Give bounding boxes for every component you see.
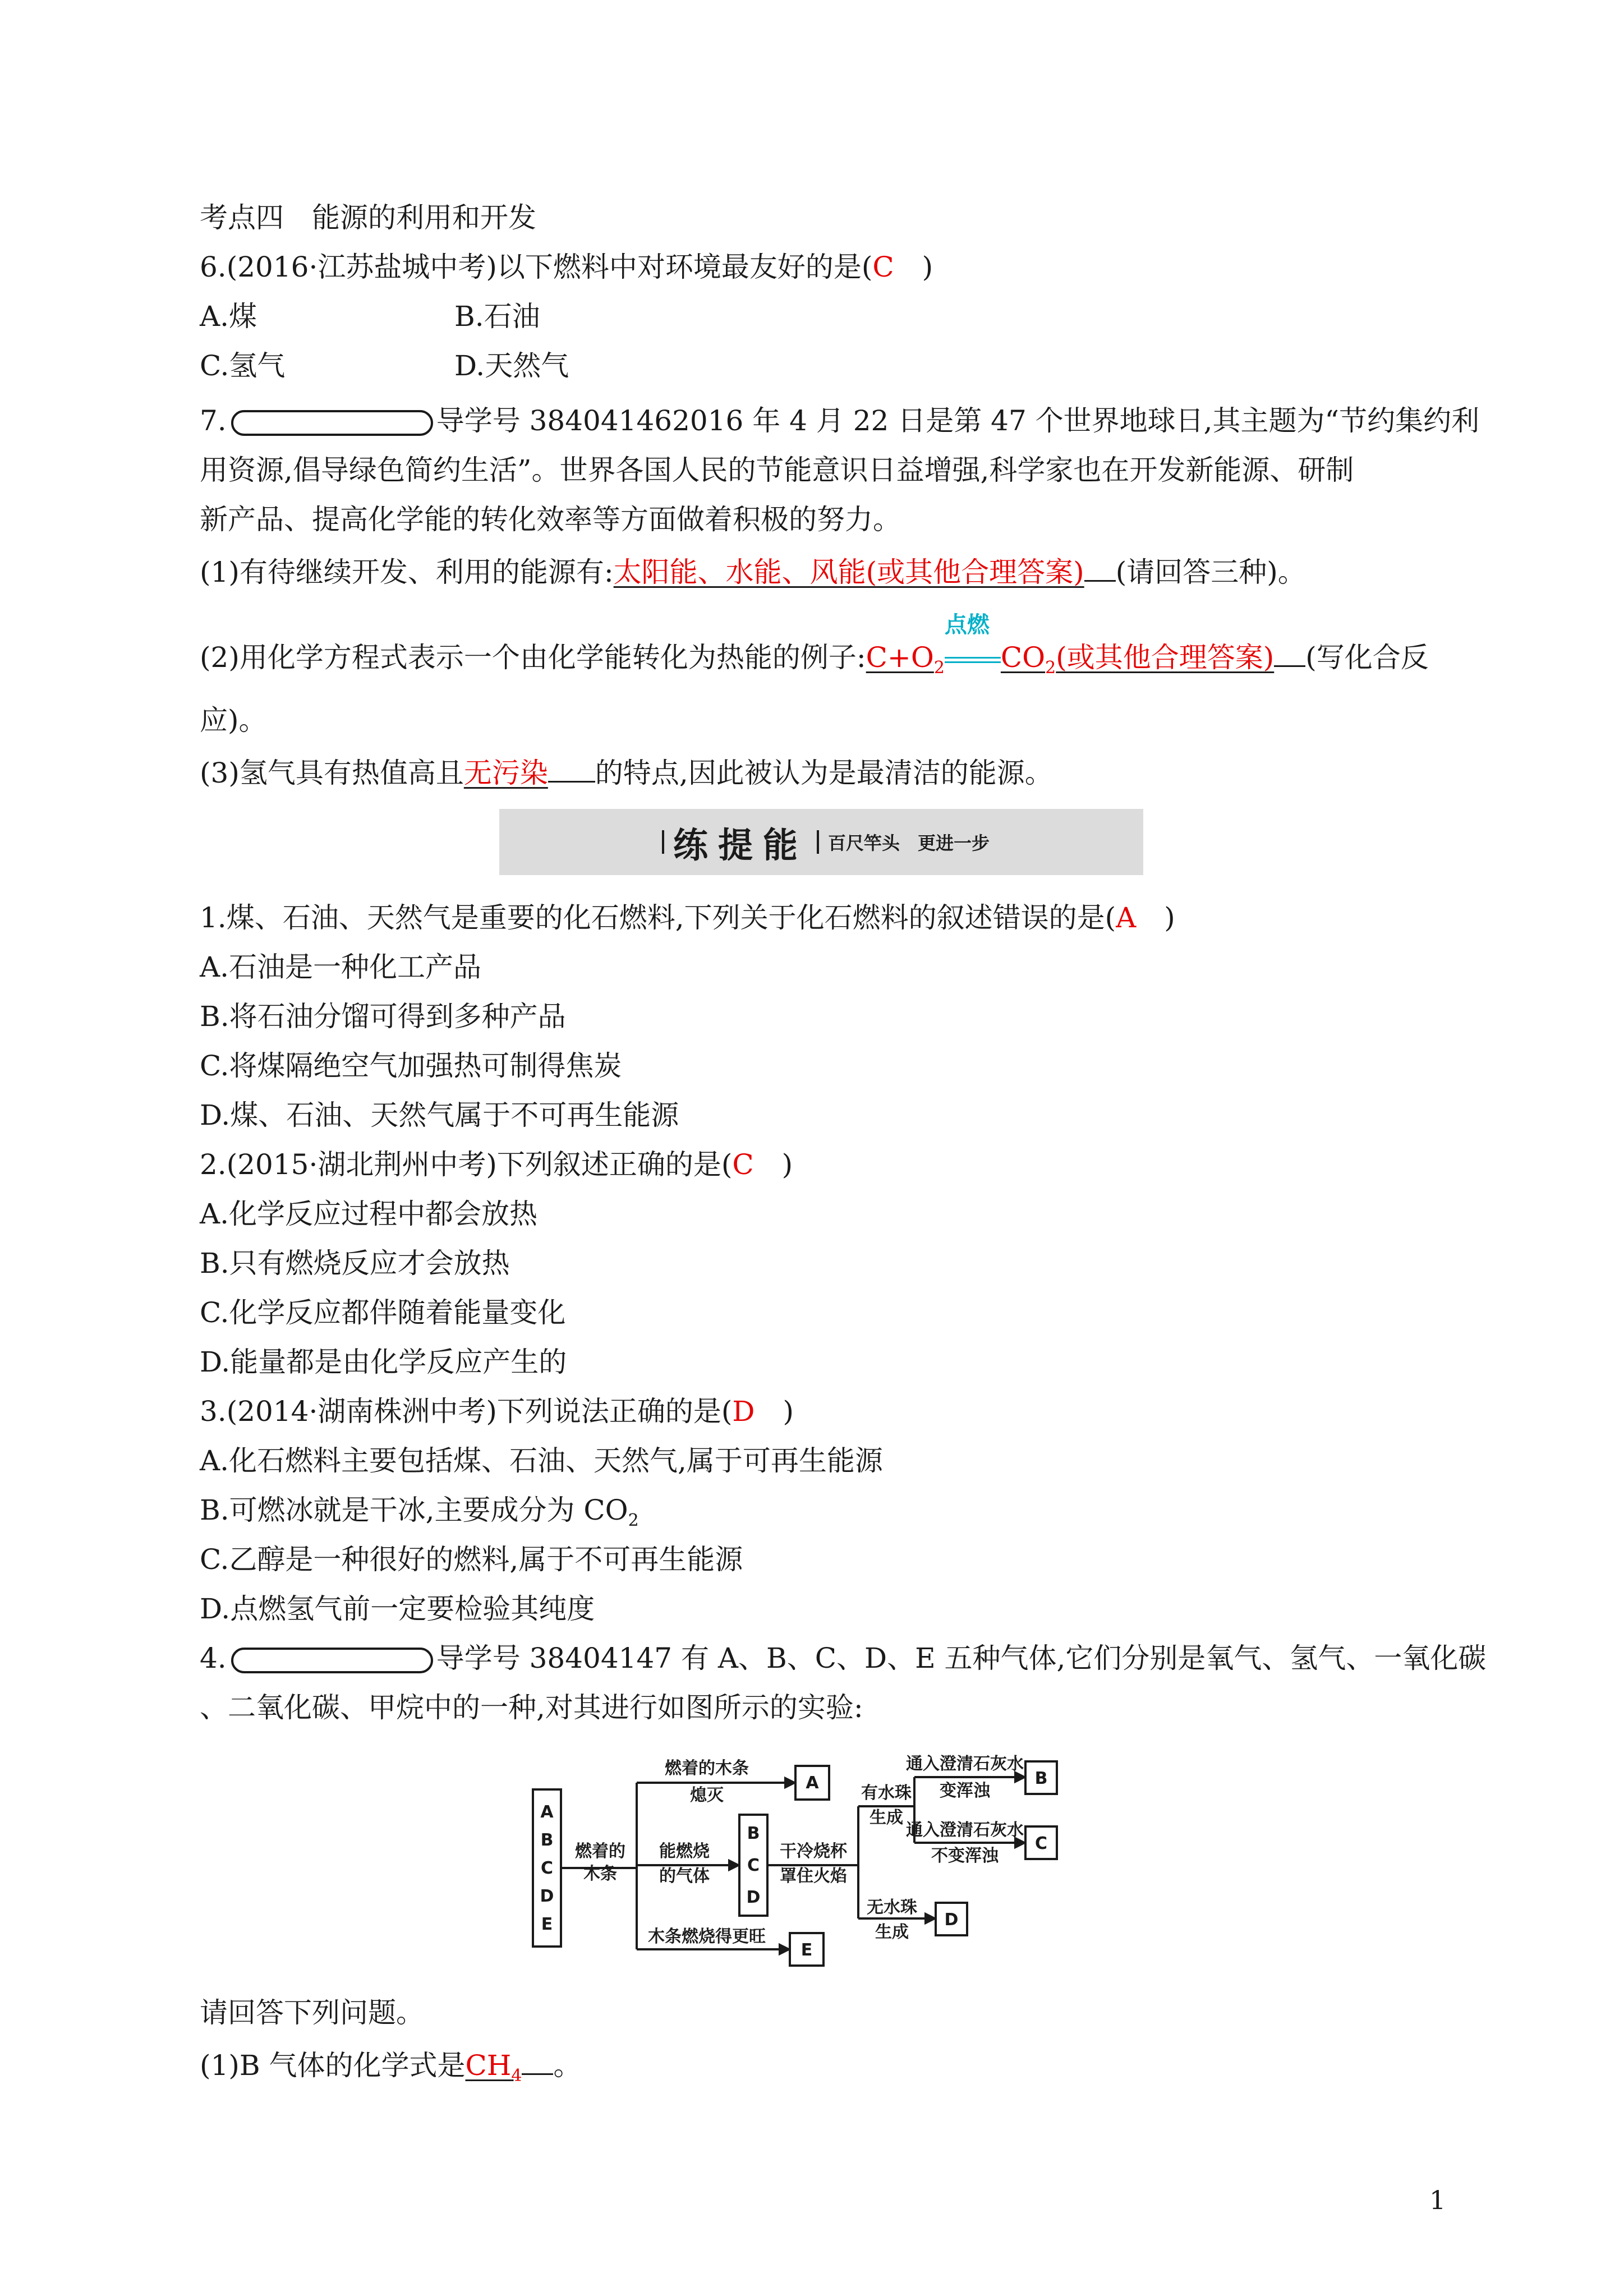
q7-part3-text: (3)氢气具有热值高且 — [200, 757, 464, 789]
water-no-label: 无水珠 — [867, 1898, 917, 1917]
box-e-letter: E — [801, 1940, 813, 1960]
q6-option-a: A.煤 — [200, 300, 257, 333]
p4-line1 — [200, 1640, 1486, 1676]
p2-option-a: A.化学反应过程中都会放热 — [200, 1198, 538, 1230]
lime-turbid-label: 变浑浊 — [940, 1781, 990, 1801]
box-b-letter: B — [1034, 1769, 1048, 1788]
q7-blank-pill — [231, 410, 433, 436]
p4-q1-sub: 4 — [511, 2066, 522, 2086]
top-label: 燃着的木条 — [665, 1759, 749, 1778]
p1-stem-close: ) — [1136, 901, 1175, 934]
q7-part2-text: (2)用化学方程式表示一个由化学能转化为热能的例子: — [200, 641, 866, 674]
p4-line2: 、二氧化碳、甲烷中的一种,对其进行如图所示的实验: — [200, 1691, 863, 1724]
p4-question1 — [200, 2044, 581, 2094]
q7-part1 — [200, 551, 1306, 590]
q7-line1-text: 导学号 384041462016 年 4 月 22 日是第 47 个世界地球日,其主题为“节约集约利 — [436, 404, 1480, 437]
p2-option-c: C.化学反应都伴随着能量变化 — [200, 1296, 566, 1329]
q6-stem-close: ) — [894, 251, 933, 283]
p1-option-d: D.煤、石油、天然气属于不可再生能源 — [200, 1099, 679, 1131]
start-box-letter: E — [541, 1915, 553, 1934]
p1-option-b: B.将石油分馏可得到多种产品 — [200, 1000, 566, 1033]
p4-q1-answer — [465, 2049, 522, 2086]
p1-option-c: C.将煤隔绝空气加强热可制得焦炭 — [200, 1050, 622, 1082]
box-a-letter: A — [806, 1773, 819, 1793]
water-yes-label: 有水珠 — [861, 1783, 912, 1803]
box-bcd-letter: C — [747, 1856, 760, 1875]
p4-number: 4. — [200, 1642, 227, 1674]
p3-option-b-text: B.可燃冰就是干冰,主要成分为 CO — [200, 1494, 628, 1526]
q7-part3-answer: 无污染 — [463, 757, 548, 789]
start-box-letter: B — [540, 1830, 554, 1850]
q6-stem-text: 6.(2016·江苏盐城中考)以下燃料中对环境最友好的是( — [200, 251, 873, 283]
q7-part2-double-line — [945, 657, 1001, 663]
box-d-letter: D — [944, 1910, 959, 1930]
q7-part2-line2: 应)。 — [200, 704, 267, 737]
q7-part2-answer-left — [866, 641, 945, 678]
q7-part1-tail: (请回答三种)。 — [1115, 556, 1306, 588]
q7-number: 7. — [200, 404, 227, 437]
q7-part1-answer: 太阳能、水能、风能(或其他合理答案) — [613, 556, 1084, 588]
start-box-letter: C — [540, 1858, 554, 1878]
banner-bar-left — [662, 830, 664, 854]
water-yes-label: 生成 — [869, 1808, 903, 1828]
q7-part2-blank — [1274, 636, 1305, 667]
lime-turbid-label: 通入澄清石灰水 — [906, 1754, 1024, 1774]
q7-line2: 用资源,倡导绿色简约生活”。世界各国人民的节能意识日益增强,科学家也在开发新能源、研制 — [200, 454, 1354, 486]
q7-part1-blank — [1084, 551, 1116, 582]
lime-clear-label: 通入澄清石灰水 — [906, 1820, 1024, 1840]
p3-stem-text: 3.(2014·湖南株洲中考)下列说法正确的是( — [200, 1395, 733, 1428]
p2-stem — [200, 1147, 793, 1182]
p4-q1-tail: 。 — [553, 2049, 582, 2082]
q7-line3: 新产品、提高化学能的转化效率等方面做着积极的努力。 — [200, 503, 901, 536]
p2-option-d: D.能量都是由化学反应产生的 — [200, 1346, 567, 1378]
p1-stem — [200, 900, 1175, 936]
p4-q1-blank — [522, 2044, 553, 2075]
lime-clear-label: 不变浑浊 — [931, 1846, 999, 1866]
p2-option-b: B.只有燃烧反应才会放热 — [200, 1247, 510, 1280]
q6-option-b: B.石油 — [454, 300, 540, 333]
p1-stem-text: 1.煤、石油、天然气是重要的化石燃料,下列关于化石燃料的叙述错误的是( — [200, 901, 1116, 934]
section-title: 考点四 能源的利用和开发 — [200, 201, 536, 234]
p1-option-a: A.石油是一种化工产品 — [200, 951, 482, 983]
q7-part2-equals — [944, 612, 1001, 675]
q7-part2 — [200, 612, 1429, 686]
q7-part2-tail: (写化合反 — [1305, 641, 1429, 674]
q7-part1-text: (1)有待继续开发、利用的能源有: — [200, 556, 614, 588]
q7-part2-sub2: 2 — [1045, 658, 1056, 678]
q6-stem — [200, 249, 933, 285]
p3-option-a: A.化石燃料主要包括煤、石油、天然气,属于可再生能源 — [200, 1444, 883, 1477]
top-label: 熄灭 — [690, 1786, 724, 1805]
bottom-label: 木条燃烧得更旺 — [648, 1927, 766, 1947]
p4-q1-formula: CH — [465, 2049, 512, 2082]
p3-stem-close: ) — [755, 1395, 794, 1428]
q6-option-c: C.氢气 — [200, 349, 286, 382]
box-c-letter: C — [1034, 1834, 1048, 1853]
p3-option-d: D.点燃氢气前一定要检验其纯度 — [200, 1593, 595, 1625]
q7-part2-product: CO — [1000, 641, 1046, 674]
q7-part3 — [200, 752, 1053, 791]
q7-line1 — [200, 403, 1479, 439]
p3-answer: D — [732, 1395, 755, 1428]
p4-blank-pill — [231, 1648, 433, 1673]
q7-part3-blank — [548, 752, 595, 783]
p3-option-c: C.乙醇是一种很好的燃料,属于不可再生能源 — [200, 1543, 743, 1576]
mid-label: 的气体 — [659, 1866, 710, 1886]
p4-line1-text: 导学号 38404147 有 A、B、C、D、E 五种气体,它们分别是氧气、氢气、一氧化碳 — [436, 1642, 1487, 1674]
p3-option-b — [200, 1492, 639, 1539]
banner-subtitle: 百尺竿头 更进一步 — [828, 832, 990, 854]
banner-bar-right — [817, 830, 819, 854]
p3-option-b-sub: 2 — [628, 1511, 639, 1530]
page-number: 1 — [1429, 2185, 1446, 2215]
p4-after: 请回答下列问题。 — [200, 1996, 424, 2029]
label-wood: 燃着的 — [575, 1842, 625, 1861]
mid-label: 能燃烧 — [659, 1842, 710, 1861]
start-box-letter: D — [540, 1887, 554, 1906]
box-bcd-letter: D — [746, 1888, 761, 1907]
p2-stem-close: ) — [753, 1148, 793, 1181]
p4-q1-text: (1)B 气体的化学式是 — [200, 2049, 466, 2082]
q6-answer: C — [872, 251, 894, 283]
p2-stem-text: 2.(2015·湖北荆州中考)下列叙述正确的是( — [200, 1148, 733, 1181]
label-wood: 木条 — [583, 1864, 617, 1884]
practice-banner — [499, 809, 1143, 875]
q7-part2-answer-right — [1000, 641, 1275, 678]
p2-answer: C — [732, 1148, 754, 1181]
start-box-letter: A — [540, 1802, 554, 1822]
q7-part2-condition: 点燃 — [944, 612, 990, 638]
beaker-label: 罩住火焰 — [780, 1866, 847, 1886]
q7-part3-tail: 的特点,因此被认为是最清洁的能源。 — [595, 757, 1053, 789]
q7-part2-answer-tail: (或其他合理答案) — [1056, 641, 1275, 674]
banner-title: 练提能 — [673, 824, 808, 866]
q6-option-d: D.天然气 — [454, 349, 569, 382]
q7-part2-sub1: 2 — [933, 658, 945, 678]
box-bcd-letter: B — [747, 1824, 760, 1843]
water-no-label: 生成 — [875, 1922, 909, 1942]
experiment-flow-diagram — [522, 1745, 1150, 1980]
p3-stem — [200, 1393, 794, 1429]
q7-part2-reactants: C+O — [866, 641, 934, 674]
p1-answer: A — [1116, 901, 1137, 934]
beaker-label: 干冷烧杯 — [780, 1842, 847, 1861]
